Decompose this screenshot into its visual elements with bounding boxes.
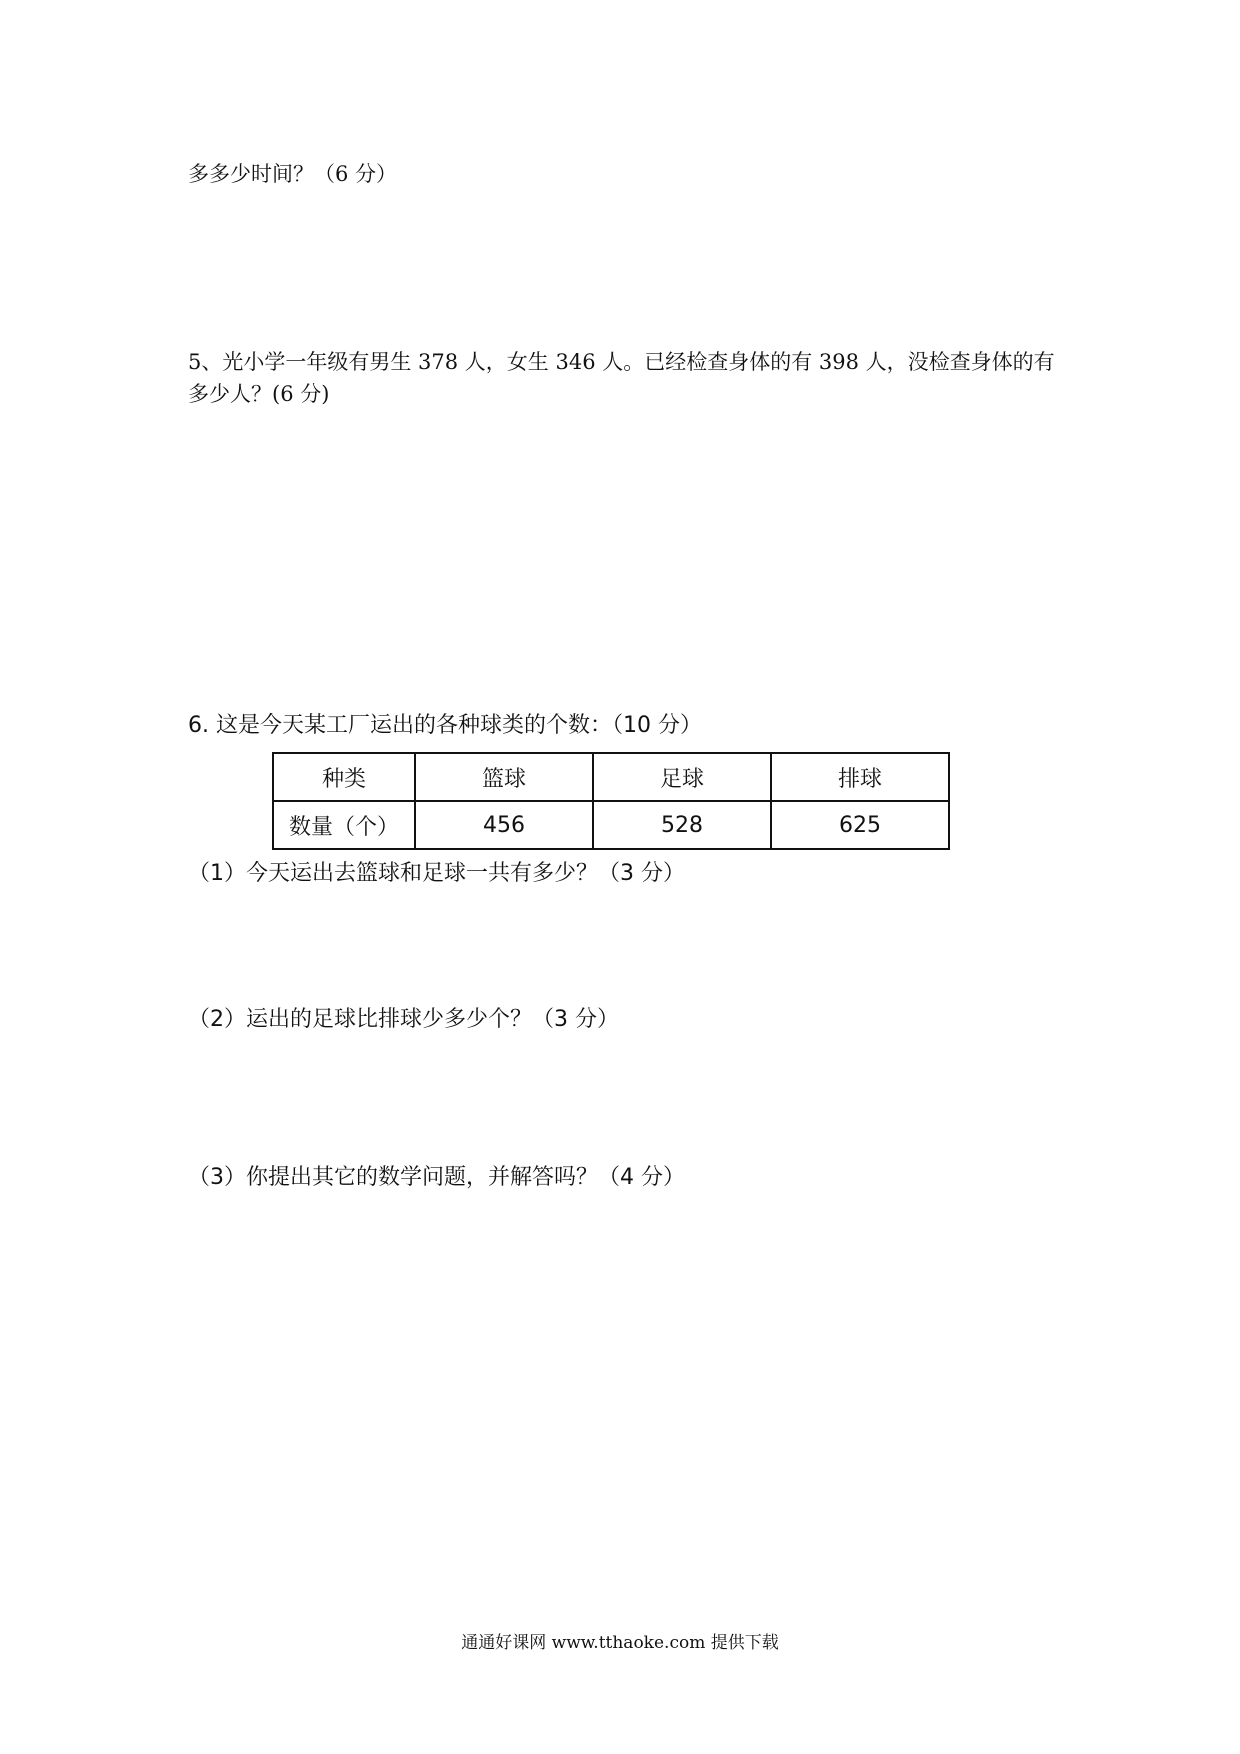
table-cell: 528 [593, 801, 771, 849]
table-cell: 数量（个） [273, 801, 415, 849]
question-5-line-2: 多少人？(6 分) [188, 382, 330, 406]
table-row [273, 801, 949, 849]
table-cell: 足球 [593, 753, 771, 801]
ball-count-table [272, 752, 950, 850]
footer-source: 通通好课网 www.tthaoke.com 提供下载 [461, 1633, 779, 1653]
question-6-part-3: （3）你提出其它的数学问题，并解答吗？（4 分） [188, 1165, 685, 1190]
question-6-title: 6. 这是今天某工厂运出的各种球类的个数：（10 分） [188, 713, 702, 738]
table-cell: 排球 [771, 753, 949, 801]
question-5-line-1: 5、光小学一年级有男生 378 人，女生 346 人。已经检查身体的有 398 人，没检查身体的有 [188, 350, 1055, 374]
question-4-continuation: 多多少时间？（6 分） [188, 162, 398, 186]
table-header-row [273, 753, 949, 801]
table-cell: 种类 [273, 753, 415, 801]
question-6-part-2: （2）运出的足球比排球少多少个？（3 分） [188, 1007, 619, 1032]
question-6-part-1: （1）今天运出去篮球和足球一共有多少？（3 分） [188, 861, 685, 886]
table-cell: 456 [415, 801, 593, 849]
table-cell: 篮球 [415, 753, 593, 801]
table-cell: 625 [771, 801, 949, 849]
